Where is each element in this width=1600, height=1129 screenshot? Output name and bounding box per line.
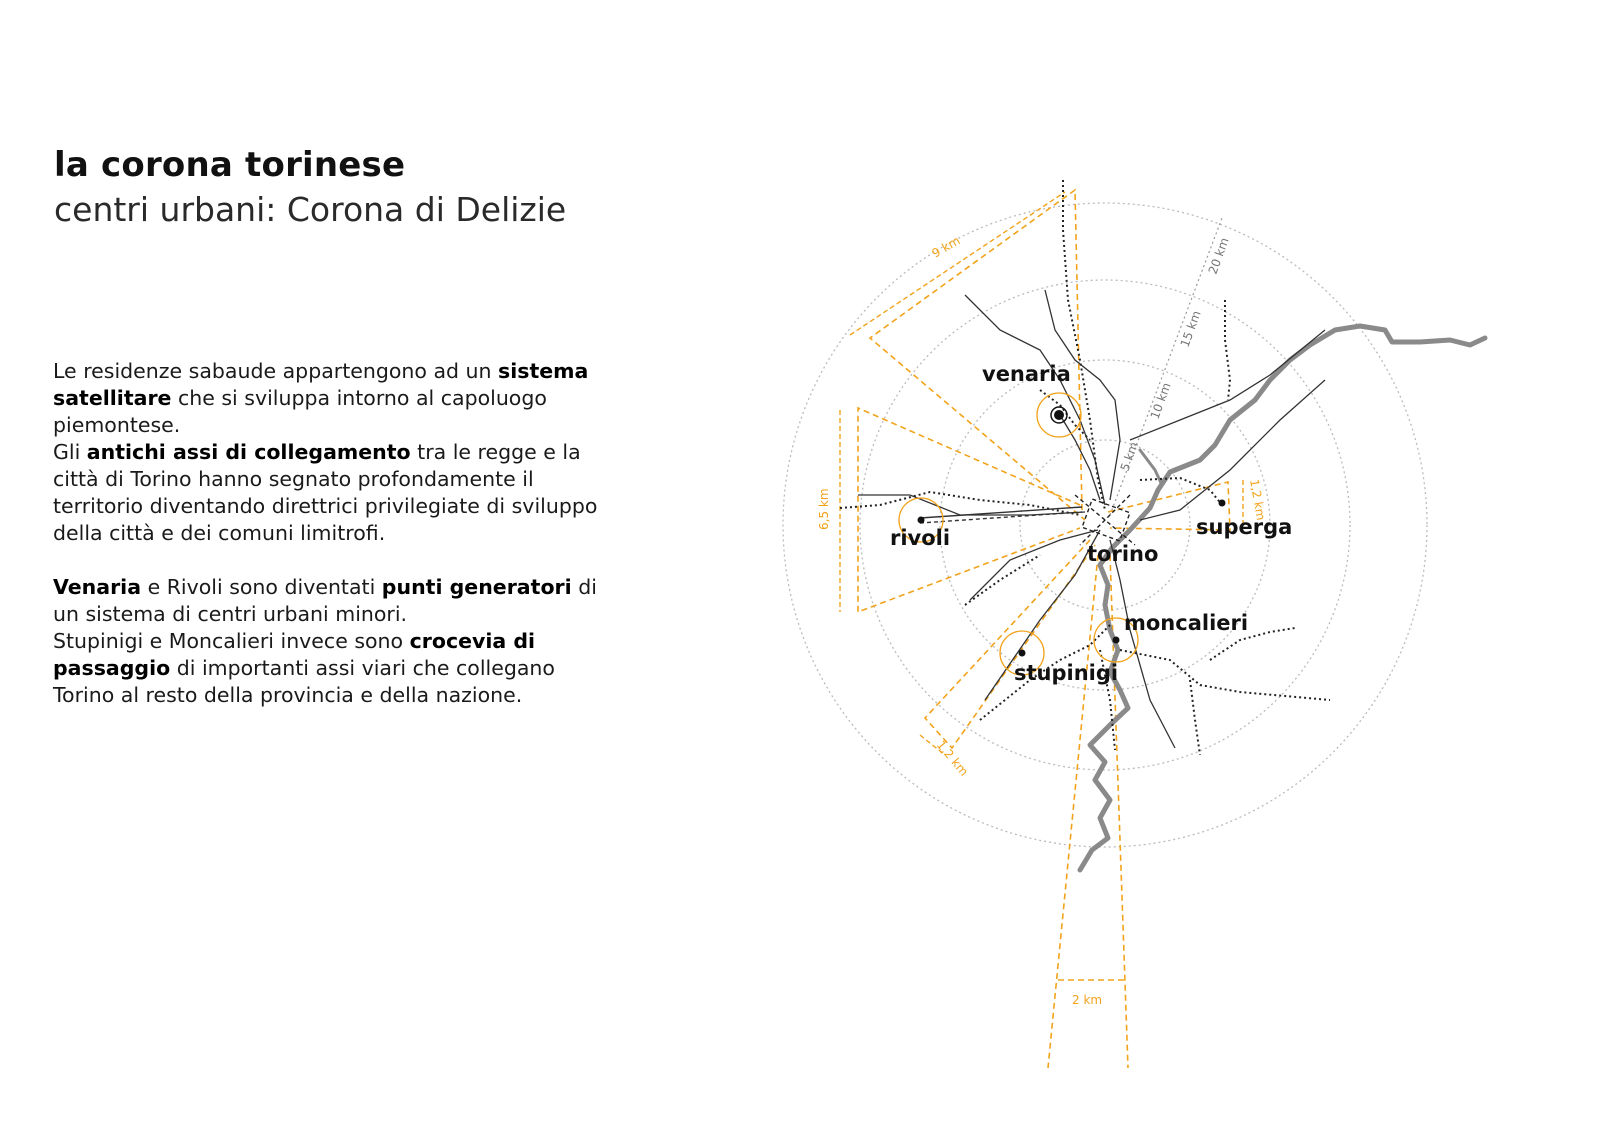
ring-5km — [1020, 440, 1190, 610]
rail-ne — [1225, 300, 1230, 400]
width-label-north: 9 km — [929, 233, 963, 261]
page-title: la corona torinese — [54, 145, 406, 185]
road-sw2 — [970, 530, 1098, 600]
width-label-west: 6,5 km — [817, 488, 831, 530]
label-rivoli: rivoli — [890, 526, 951, 550]
venaria-dot — [1054, 410, 1064, 420]
ring-label-15km: 15 km — [1177, 308, 1204, 350]
dim-north — [850, 192, 1065, 335]
label-venaria: venaria — [982, 362, 1071, 386]
rivoli-dot — [918, 517, 925, 524]
ring-label-10km: 10 km — [1147, 380, 1174, 422]
label-stupinigi: stupinigi — [1014, 661, 1119, 685]
ring-label-20km: 20 km — [1205, 235, 1232, 277]
width-label-south: 2 km — [1072, 993, 1103, 1007]
road-nw-dots — [1040, 390, 1090, 440]
label-moncalieri: moncalieri — [1124, 611, 1249, 635]
label-torino: torino — [1087, 542, 1159, 566]
stupinigi-dot — [1019, 650, 1026, 657]
river-po — [1080, 326, 1485, 870]
emphasis-text: sistema satellitare — [53, 359, 589, 410]
text-run: Le residenze sabaude appartengono ad un — [53, 359, 499, 383]
emphasis-text: crocevia di passaggio — [53, 629, 536, 680]
width-label-southwest: 1,2 km — [933, 737, 972, 779]
distance-rings — [783, 203, 1427, 847]
page-subtitle: centri urbani: Corona di Delizie — [54, 190, 567, 229]
axis-north — [870, 190, 1085, 520]
road-s2-dots — [1190, 680, 1200, 755]
text-run: Gli — [53, 440, 87, 464]
road-west — [858, 495, 1085, 515]
text-run: che si sviluppa intorno al capoluogo piemontese. — [53, 386, 547, 437]
text-run: di un sistema di centri urbani minori. — [53, 575, 597, 626]
text-run: e Rivoli sono diventati — [141, 575, 382, 599]
width-label-east: 1,2 km — [1247, 478, 1269, 522]
rail-north — [1063, 180, 1105, 510]
road-nw — [965, 295, 1105, 505]
axis-southwest — [925, 540, 1095, 748]
text-run: tra le regge e la città di Torino hanno segnato profondamente il territorio diventando direttrici privilegiate di sviluppo della città e dei comuni limitrofi. — [53, 440, 598, 545]
ring-label-5km: 5 km — [1117, 439, 1142, 474]
text-run: Stupinigi e Moncalieri invece sono — [53, 629, 410, 653]
superga-dot — [1219, 500, 1226, 507]
text-run: di importanti assi viari che collegano Torino al resto della provincia e della nazione. — [53, 656, 555, 707]
ring-20km — [783, 203, 1427, 847]
emphasis-text: antichi assi di collegamento — [86, 440, 411, 464]
emphasis-text: Venaria — [53, 575, 142, 599]
moncalieri-dot — [1113, 637, 1120, 644]
axis-south — [1048, 555, 1098, 1068]
label-superga: superga — [1196, 515, 1293, 539]
road-n — [1045, 290, 1120, 500]
road-sw3-dots — [965, 555, 1040, 605]
emphasis-text: punti generatori — [381, 575, 572, 599]
